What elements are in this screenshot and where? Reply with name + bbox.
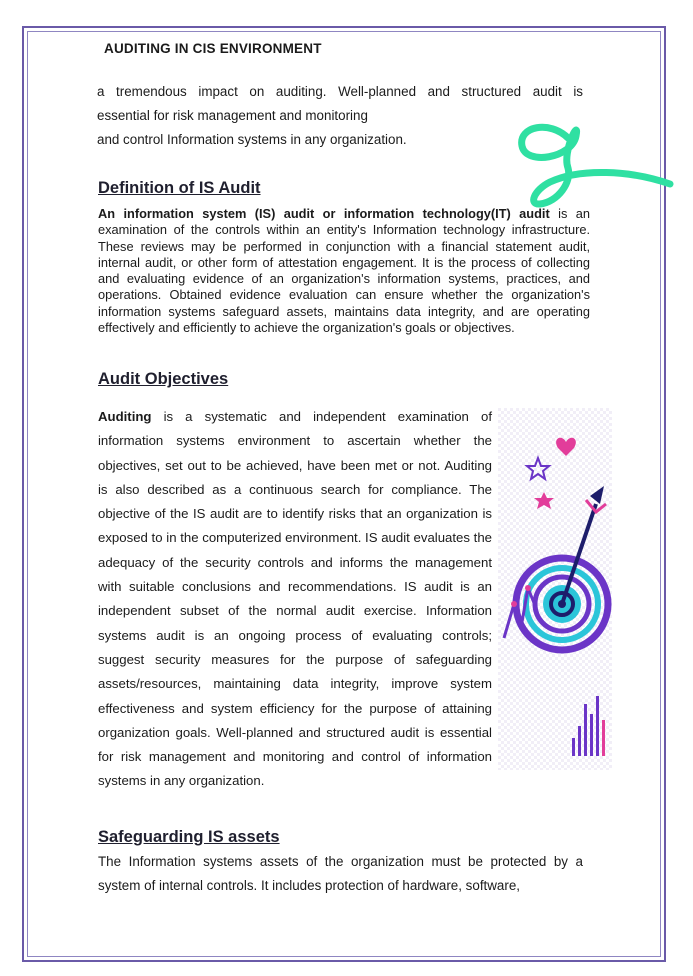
safeguarding-heading: Safeguarding IS assets bbox=[98, 828, 280, 846]
objectives-lead: Auditing bbox=[98, 409, 152, 424]
safeguarding-paragraph: The Information systems assets of the organization must be protected by a system of internal controls. It includes protection of hardware, software, bbox=[98, 854, 583, 893]
objectives-heading: Audit Objectives bbox=[98, 370, 229, 388]
intro-line: a tremendous impact on auditing. Well-planned and structured audit is bbox=[97, 84, 583, 99]
page-header: AUDITING IN CIS ENVIRONMENT bbox=[104, 41, 322, 56]
definition-heading: Definition of IS Audit bbox=[98, 179, 261, 197]
intro-line: essential for risk management and monitoring bbox=[97, 108, 368, 123]
definition-paragraph bbox=[98, 206, 590, 336]
definition-lead: An information system (IS) audit or information technology(IT) audit bbox=[98, 206, 550, 221]
intro-line: and control Information systems in any organization. bbox=[97, 132, 407, 147]
objectives-paragraph bbox=[98, 405, 492, 794]
objectives-text: is a systematic and independent examination of information systems environment to ascertain whether the objectives, set out to be achieved, have been met or not. Auditing is also described as a continuous search for compliance. The objective of the IS audit are to identify risks that an organization is exposed to in the computerized environment. IS audit evaluates the adequacy of the security controls and informs the management with suitable conclusions and recommendations. IS audit is an independent subset of the normal audit exercise. Information systems audit is an ongoing process of evaluating controls; suggest security measures for the purpose of safeguarding assets/resources, maintaining data integrity, improve system effectiveness and system efficiency for the purpose of attaining organization goals. Well-planned and structured audit is essential for risk management and monitoring and control of information systems in any organization. bbox=[98, 409, 492, 789]
target-arrow-illustration-icon bbox=[498, 408, 612, 770]
green-scribble-mark-icon bbox=[510, 108, 675, 216]
definition-text: is an examination of the controls within an entity's Information technology infrastructure. These reviews may be performed in conjunction with a financial statement audit, internal audit, or other form of attestation engagement. It is the process of collecting and evaluating evidence of an organization's information systems, practices, and operations. Obtained evidence evaluation can ensure whether the organization's information systems safeguard assets, maintains data integrity, and are operating effectively and efficiently to achieve the organization's goals or objectives. bbox=[98, 206, 590, 336]
